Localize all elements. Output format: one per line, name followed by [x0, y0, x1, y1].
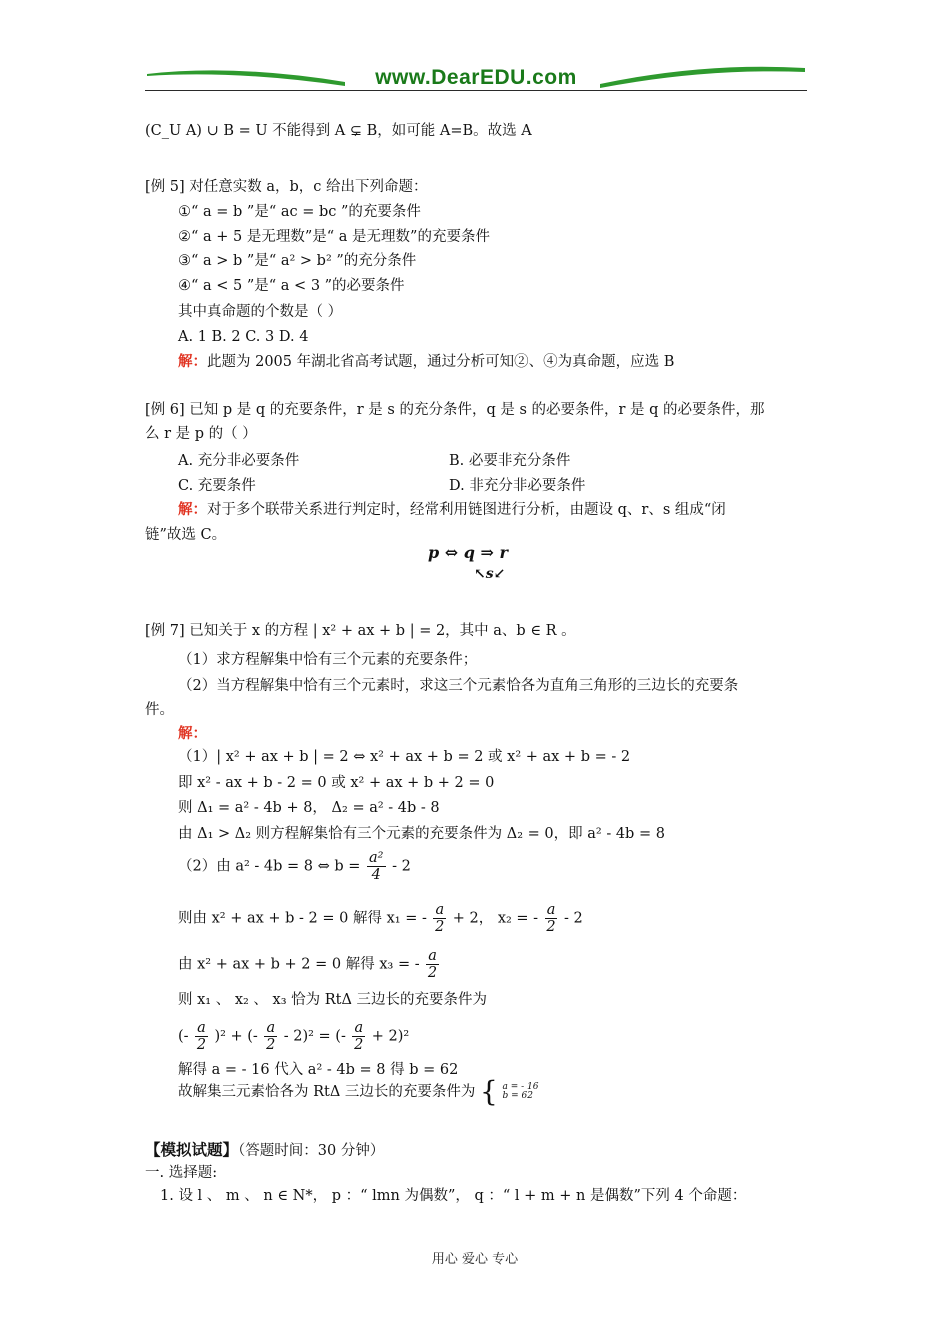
- solution-step8: 则 x₁ 、 x₂ 、 x₃ 恰为 RtΔ 三边长的充要条件为: [178, 992, 488, 1008]
- solution-label: 解：: [178, 501, 207, 518]
- fraction: $\frac{a}{2}$: [427, 948, 438, 981]
- solution-step10: 解得 a = - 16 代入 a² - 4b = 8 得 b = 62: [178, 1062, 459, 1078]
- example6-option-d: D. 非充分非必要条件: [449, 478, 586, 494]
- mock-test-heading: [145, 1140, 384, 1161]
- example6-option-c: C. 充要条件: [178, 478, 256, 494]
- fraction: $\frac{\text{a²}}{4}$: [369, 850, 384, 883]
- solution-step6: 则由 x² + ax + b - 2 = 0 解得 x₁ = - $\frac{a}{2}$ + 2， x₂ = - $\frac{a}{2}$ - 2: [178, 902, 583, 935]
- line-conclusion: (C_U A) ∪ B = U 不能得到 A ⊊ B，如可能 A=B。故选 A: [145, 123, 532, 139]
- example5-item4: ④“ a < 5 ”是“ a < 3 ”的必要条件: [178, 278, 405, 294]
- solution-step7: 由 x² + ax + b + 2 = 0 解得 x₃ = - $\frac{a}{2}$: [178, 948, 438, 981]
- example6-option-b: B. 必要非充分条件: [449, 453, 571, 469]
- example6-title: [例 6] 已知 p 是 q 的充要条件，r 是 s 的充分条件，q 是 s 的必要条件，r 是 q 的必要条件，那: [145, 402, 765, 418]
- example5-question: 其中真命题的个数是（ ）: [178, 304, 343, 320]
- header-site-name: www.DearEDU.com: [375, 66, 577, 89]
- mock-test-time: （答题时间：30 分钟）: [238, 1143, 385, 1159]
- example7-solution-label: 解：: [178, 725, 207, 742]
- fraction: $\frac{a}{2}$: [546, 902, 556, 935]
- solution-step4: 由 Δ₁ > Δ₂ 则方程解集恰有三个元素的充要条件为 Δ₂ = 0，即 a² - 4b = 8: [178, 826, 665, 842]
- solution-step2: 即 x² - ax + b - 2 = 0 或 x² + ax + b + 2 = 0: [178, 775, 495, 791]
- solution-step9: (- $\frac{a}{2}$ )² + (- $\frac{a}{2}$ - 2)² = (- $\frac{a}{2}$ + 2)²: [178, 1020, 410, 1053]
- mock-test-title: 【模拟试题】: [145, 1140, 239, 1159]
- solution-label: 解：: [178, 353, 207, 370]
- fraction: $\frac{a}{2}$: [196, 1020, 207, 1053]
- example6-solution: 解：对于多个联带关系进行判定时，经常利用链图进行分析，由题设 q、r、s 组成“闭: [178, 501, 726, 518]
- example5-solution: 解：此题为 2005 年湖北省高考试题，通过分析可知②、④为真命题，应选 B: [178, 353, 675, 370]
- example7-title: [例 7] 已知关于 x 的方程 | x² + ax + b | = 2，其中 a、b ∈ R 。: [145, 623, 576, 639]
- section-choice-questions: 一. 选择题:: [145, 1165, 218, 1181]
- brace-icon: {: [480, 1075, 498, 1108]
- solution-step5: （2）由 a² - 4b = 8 ⇔ b = $\frac{\text{a²}}{4}$ - 2: [178, 850, 411, 883]
- answer-system: a = - 16 b = 62: [502, 1082, 539, 1101]
- solution-step1: （1）| x² + ax + b | = 2 ⇔ x² + ax + b = 2 或 x² + ax + b = - 2: [178, 749, 631, 765]
- example6-title-cont: 么 r 是 p 的（ ）: [145, 426, 257, 442]
- page-header: [145, 62, 807, 92]
- example6-option-a: A. 充分非必要条件: [178, 453, 300, 469]
- page-footer: 用心 爱心 专心: [431, 1252, 519, 1267]
- example5-options: A. 1 B. 2 C. 3 D. 4: [178, 329, 309, 345]
- chain-diagram-row2: ↖s↙: [474, 566, 506, 582]
- question-1: 1. 设 l 、 m 、 n ∈ N*， p ：“ lmn 为偶数”， q ：“ l + m + n 是偶数”下列 4 个命题：: [160, 1188, 747, 1204]
- header-rule: [145, 90, 807, 91]
- example5-title: [例 5] 对任意实数 a，b，c 给出下列命题：: [145, 179, 428, 195]
- solution-step3: 则 Δ₁ = a² - 4b + 8， Δ₂ = a² - 4b - 8: [178, 800, 440, 816]
- example7-question1: （1）求方程解集中恰有三个元素的充要条件；: [178, 652, 478, 668]
- example5-item3: ③“ a > b ”是“ a² > b² ”的充分条件: [178, 253, 417, 269]
- fraction: $\frac{a}{2}$: [354, 1020, 364, 1053]
- example5-item1: ①“ a = b ”是“ ac = bc ”的充要条件: [178, 204, 421, 220]
- example7-question2: （2）当方程解集中恰有三个元素时，求这三个元素恰各为直角三角形的三边长的充要条: [178, 678, 739, 694]
- solution-step11: 故解集三元素恰各为 RtΔ 三边长的充要条件为 { a = - 16 b = 62: [178, 1075, 539, 1108]
- chain-diagram-row1: p ⇔ q ⇒ r: [428, 543, 508, 562]
- fraction: $\frac{a}{2}$: [266, 1020, 276, 1053]
- example7-question2-cont: 件。: [145, 702, 174, 718]
- fraction: $\frac{a}{2}$: [435, 902, 445, 935]
- example5-item2: ②“ a + 5 是无理数”是“ a 是无理数”的充要条件: [178, 229, 490, 245]
- example6-solution-cont: 链”故选 C。: [145, 527, 227, 543]
